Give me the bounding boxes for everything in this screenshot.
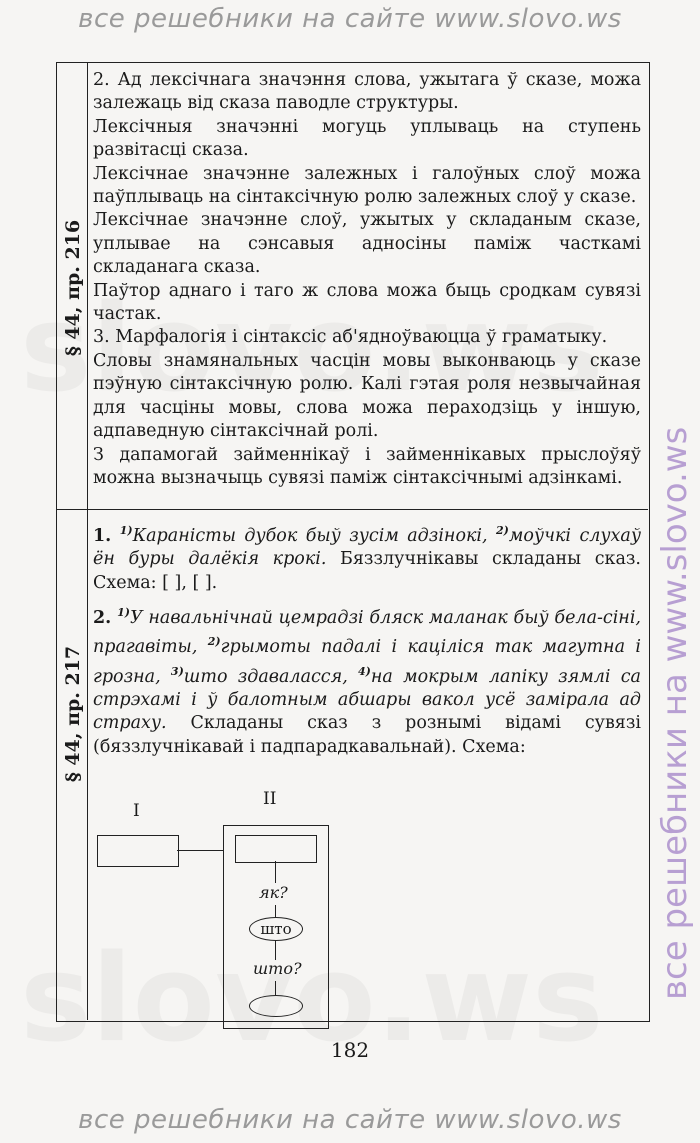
scheme-note: Бяззлучнікавы складаны сказ. Схема: [ ], [ ].	[93, 549, 641, 593]
item-2	[93, 601, 641, 759]
exercise-label: § 44, пр. 216	[62, 219, 84, 357]
clause-text: што здаваласся,	[183, 666, 348, 687]
clause-marker: 3)	[170, 664, 184, 678]
clause-text: грымоты падалі і каціліся так магутна і грозна,	[93, 637, 641, 687]
clause-marker: 2)	[496, 524, 509, 537]
item-number: 2.	[93, 607, 112, 628]
item-number: 1.	[93, 525, 112, 546]
clause-marker: 2)	[207, 635, 221, 649]
connector-line	[275, 981, 276, 995]
clause-marker: 1)	[119, 524, 133, 537]
paragraph: Лексічнае значэнне залежных і галоўных слоў можа паўплываць на сінтаксічную ролю залежных слоў у сказе.	[93, 163, 641, 208]
solutions-table	[56, 62, 650, 1022]
clause-text: моўчкі слухаў ён буры далёкія крокі.	[93, 525, 641, 570]
paragraph: 2. Ад лексічнага значэння слова, ужытага ў сказе, можа залежаць від сказа паводле структуры.	[93, 70, 641, 114]
label-cell	[57, 63, 88, 509]
clause-marker: 4)	[358, 664, 371, 678]
connector-line	[177, 850, 223, 851]
paragraph: Паўтор аднаго і таго ж слова можа быць сродкам сувязі частак.	[93, 280, 641, 325]
connector-line	[275, 940, 276, 960]
watermark-banner-bottom: все решебники на сайте www.slovo.ws	[78, 1105, 622, 1135]
watermark-side: все решебники на www.slovo.ws	[655, 426, 695, 1000]
answer-text	[93, 519, 641, 759]
paragraph: Словы знамянальных часцін мовы выконваюць у сказе пэўную сінтаксічную ролю. Калі гэтая роля незвычайная для часціны мовы, слова можа пераходзіць у іншую, адпаведную сінтаксічнай ролі.	[93, 350, 641, 442]
clause-text: У навальнічнай цемрадзі бляск маланак быў бела-сіні, прагавіты,	[93, 607, 641, 658]
paragraph: Лексічнае значэнне слоў, ужытых у складаным сказе, уплывае на сэнсавыя адносіны паміж часткамі складанага сказа.	[93, 210, 641, 278]
clause-box	[235, 835, 317, 863]
connector-line	[275, 861, 276, 883]
table-row	[57, 509, 648, 1020]
label-cell	[57, 509, 88, 1020]
exercise-label: § 44, пр. 217	[62, 645, 84, 783]
question-label: як?	[259, 883, 288, 902]
question-label: што?	[253, 959, 302, 978]
watermark-banner-top: все решебники на сайте www.slovo.ws	[78, 4, 622, 34]
scheme-note: Складаны сказ з рознымі відамі сувязі (бяззлучнікавай і падпарадкавальнай). Схема:	[93, 713, 641, 757]
clause-box	[97, 835, 179, 867]
clause-text: на мокрым лапіку зямлі са стрэхамі і ў балотным абшары вакол усё замірала ад страху.	[93, 666, 641, 734]
answer-text	[93, 69, 641, 490]
clause-oval: што	[249, 917, 303, 941]
paragraph: Лексічныя значэнні могуць уплываць на ступень развітасці сказа.	[93, 116, 641, 161]
clause-text: Караністы дубок быў зусім адзінокі,	[132, 525, 488, 546]
paragraph: 3. Марфалогія і сінтаксіс аб'ядноўваюцца ў граматыку.	[93, 327, 608, 348]
page-number: 182	[330, 1038, 370, 1062]
item-1	[93, 519, 641, 595]
clause-marker: 1)	[117, 606, 130, 620]
clause-label-ii: II	[263, 789, 277, 809]
table-row	[57, 63, 648, 510]
paragraph: З дапамогай займеннікаў і займеннікавых прыслоўяў можна вызначыць сувязі паміж сінтаксічнымі адзінкамі.	[93, 444, 641, 488]
connector-line	[275, 905, 276, 917]
clause-label-i: I	[133, 801, 140, 821]
clause-oval	[249, 995, 303, 1017]
